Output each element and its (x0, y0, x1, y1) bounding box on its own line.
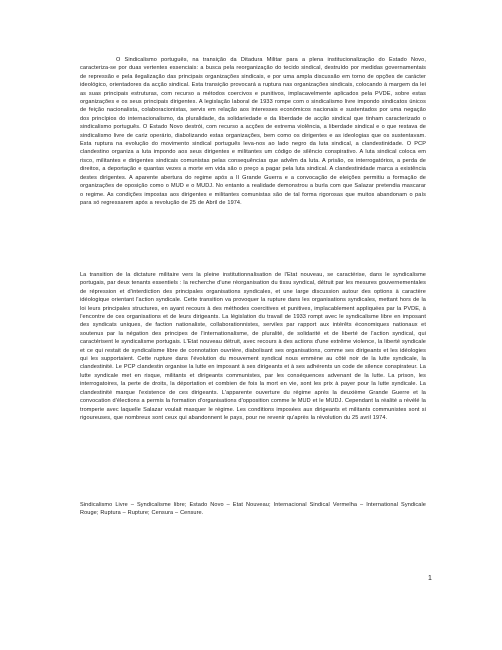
abstract-french: La transition de la dictature militaire vers la pleine institutionnalisation de l'Etat nouveau, se caractérise, dans le syndicalisme portugais, par deux tenants essentiels : la recherche d'une réorganisation du tissu syndical, détruit par les mesures gouvernementales de répression et d'interdiction des principales organisations syndicales, et une large discussion autour des options à caractère idéologique orientant l'action syndicale. Cette transition va provoquer la rupture dans les organisations syndicales, mettant hors de la loi leurs principales structures, en ayant recours à des méthodes coercitives et punitives, implacablement appliquées par la PVDE, à l'encontre de ces organisations et de leurs dirigeants. La législation du travail de 1933 rompt avec le syndicalisme libre en imposant des syndicats uniques, de faction nationaliste, collaborationnistes, serviles par rapport aux intérêts économiques nationaux et soutenus par la négation des principes de l'internationalisme, de pluralité, de solidarité et de liberté de l'action syndical, qui caractérisent le syndicalisme portugais. L'Etat nouveau détruit, avec recours à des actions d'une extrême violence, la liberté syndicale et ce qui restait de syndicalisme libre de connotation ouvrière, diabolisant ses organisations, comme ses dirigeants et les idéologies qui les supportaient. Cette rupture dans l'évolution du mouvement syndical nous emmène au côté noir de la lutte syndicale, la clandestinité. Le PCP clandestin organise la lutte en imposant à ses dirigeants et à ses adhérents un code de silence conspirateur. La lutte syndicale met en risque, militants et dirigeants communistes, par les conséquences advenant de la lutte. La prison, les interrogatoires, la perte de droits, la déportation et combien de fois la mort en vie, sont les prix à payer pour la lutte syndicale. La clandestinité marque l'existence de ces dirigeants. L'apparente ouverture du régime après la deuxième Grande Guerre et la convocation d'élections a permis la formation d'organisations d'opposition comme le MUD et le MUDJ. Cependant la réalité a révélé la tromperie avec laquelle Salazar voulait masquer le régime. Les conditions imposées aux dirigeants et militants communistes sont si rigoureuses, que nombreux sont ceux qui abandonnent le pays, pour ne revenir qu'après la révolution du 25 avril 1974. (80, 272, 426, 421)
page-number: 1 (428, 575, 432, 582)
keywords: Sindicalismo Livre – Syndicalisme libre; Estado Novo – Etat Nouveau; Internacional Sindical Vermelha – International Syndicale Rouge; Ruptura – Rupture; Censura – Censure. (80, 502, 426, 517)
abstract-portuguese: O Sindicalismo português, na transição da Ditadura Militar para a plena institucionalização do Estado Novo, caracteriza-se por duas vertentes essenciais: a busca pela reorganização do tecido sindical, destruído por medidas governamentais de repressão e pela ilegalização das principais organizações sindicais, e por uma ampla discussão em torno de opções de carácter ideológico, orientadores da acção sindical. Esta transição provocará a ruptura nas organizações sindicais, colocando à margem da lei as suas principais estruturas, com recurso a métodos coercivos e punitivos, implacavelmente aplicados pela PVDE, sobre estas organizações e os seus principais dirigentes. A legislação laboral de 1933 rompe com o sindicalismo livre impondo sindicatos únicos de feição nacionalista, colaboracionistas, servis em relação aos interesses económicos nacionais e sustentados por uma negação dos princípios do internacionalismo, da pluralidade, da solidariedade e da liberdade de acção sindical que tinham caracterizado o sindicalismo português. O Estado Novo destrói, com recurso a acções de extrema violência, a liberdade sindical e o que restava de sindicalismo livre de cariz operário, diabolizando estas organizações, bem como os dirigentes e as ideologias que os sustentavam. Esta ruptura na evolução do movimento sindical português leva-nos ao lado negro da luta sindical, a clandestinidade. O PCP clandestino organiza a luta impondo aos seus dirigentes e militantes um código de silêncio conspirativo. A luta sindical coloca em risco, militantes e dirigentes sindicais comunistas pelas consequências que advêm da luta. A prisão, os interrogatórios, a perda de direitos, a deportação e quantas vezes a morte em vida são o preço a pagar pela luta sindical. A clandestinidade marca a existência destes dirigentes. A aparente abertura do regime após a II Grande Guerra e a convocação de eleições permitiu a formação de organizações de oposição como o MUD e o MUDJ. No entanto a realidade demonstrou a burla com que Salazar pretendia mascarar o regime. As condições impostas aos dirigentes e militantes comunistas são de tal forma rigorosas que muitos abandonam o país para só regressarem após a revolução de 25 de Abril de 1974. (80, 57, 426, 206)
